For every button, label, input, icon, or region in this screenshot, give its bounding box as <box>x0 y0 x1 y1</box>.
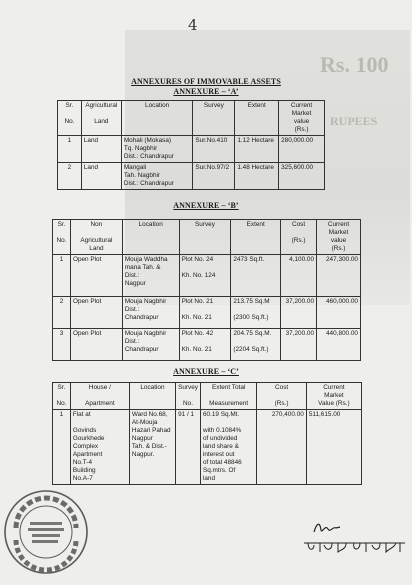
header-cost: Cost (Rs.) <box>281 220 317 255</box>
stamp-amount-watermark: Rs. 100 <box>320 52 389 77</box>
cell-survey: Sur.No.97/2 <box>193 163 235 190</box>
cell-sr: 1 <box>58 136 82 163</box>
annexure-c-heading: ANNEXURE – ‘C’ <box>173 367 239 376</box>
cell-location: Mouja Nagbhir Dist.: Chandrapur <box>122 297 179 329</box>
annexure-b-table <box>52 219 361 361</box>
signature-mark <box>312 520 342 538</box>
document-title: ANNEXURES OF IMMOVABLE ASSETS <box>131 77 281 86</box>
cell-sr: 2 <box>53 297 71 329</box>
table-row <box>58 136 325 163</box>
header-location: Location <box>121 101 193 136</box>
cell-location: Mohali (Mokasa) Tq. Nagbhir Dist.: Chandrapur <box>121 136 193 163</box>
notary-seal <box>2 488 90 576</box>
header-extent: Extent <box>231 220 281 255</box>
cell-type: Land <box>81 163 121 190</box>
cell-cost: 37,200.00 <box>281 297 317 329</box>
cell-sr: 1 <box>53 410 71 485</box>
header-current-market-value: Current Market value (Rs.) <box>317 220 361 255</box>
header-survey-no: Survey No. <box>176 383 201 410</box>
cell-value: 280,000.00 <box>279 136 325 163</box>
cell-type: Open Plot <box>70 329 122 361</box>
table-row <box>58 163 325 190</box>
cell-extent: 213.75 Sq.M (2300 Sq.ft.) <box>231 297 281 329</box>
cell-extent: 2473 Sq.ft. <box>231 255 281 297</box>
table-header-row <box>53 383 362 410</box>
cell-type: Open Plot <box>70 255 122 297</box>
stamp-word-watermark: RUPEES <box>330 114 378 128</box>
table-row <box>53 255 361 297</box>
annexure-b-heading: ANNEXURE – ‘B’ <box>173 201 239 210</box>
header-agricultural-land: Agricultural Land <box>81 101 121 136</box>
cell-sr: 1 <box>53 255 71 297</box>
annexure-a-heading: ANNEXURE – ‘A’ <box>173 87 239 96</box>
cell-value: 440,800.00 <box>317 329 361 361</box>
table-row <box>53 329 361 361</box>
header-survey: Survey <box>179 220 231 255</box>
header-sr: Sr. No. <box>53 383 71 410</box>
cell-location: Mouja Waddha mana Tah. & Dist.: Nagpur <box>122 255 179 297</box>
cell-survey: 91 / 1 <box>176 410 201 485</box>
cell-location: Mouja Nagbhir Dist.: Chandrapur <box>122 329 179 361</box>
cell-type: Land <box>81 136 121 163</box>
cell-extent: 60.19 Sq.Mt. with 0.1084% of undivided land share & interest out of total 48846 Sq.mtrs. Of land <box>200 410 256 485</box>
header-location: Location <box>129 383 175 410</box>
table-header-row <box>53 220 361 255</box>
cell-apartment: Flat at Govinds Gourkhede Complex Apartment No.T-4 Building No.A-7 <box>70 410 129 485</box>
table-header-row <box>58 101 325 136</box>
devanagari-signature <box>302 539 407 555</box>
cell-survey: Plot No. 42 Kh. No. 21 <box>179 329 231 361</box>
cell-value: 247,300.00 <box>317 255 361 297</box>
table-row <box>53 297 361 329</box>
header-house-apartment: House / Apartment <box>70 383 129 410</box>
header-extent-total-measurement: Extent Total Measurement <box>200 383 256 410</box>
header-current-market-value: Current Market value (Rs.) <box>279 101 325 136</box>
annexure-c-table <box>52 382 362 485</box>
cell-extent: 1.48 Hectare <box>235 163 279 190</box>
table-row <box>53 410 362 485</box>
header-extent: Extent <box>235 101 279 136</box>
header-location: Location <box>122 220 179 255</box>
header-cost: Cost (Rs.) <box>257 383 306 410</box>
cell-survey: Plot No. 24 Kh. No. 124 <box>179 255 231 297</box>
annexure-a-table <box>57 100 325 190</box>
cell-type: Open Plot <box>70 297 122 329</box>
page-number: 4 <box>188 16 198 34</box>
cell-value: 325,600.00 <box>279 163 325 190</box>
cell-sr: 2 <box>58 163 82 190</box>
cell-value: 511,615.00 <box>306 410 361 485</box>
header-sr: Sr. No. <box>53 220 71 255</box>
cell-survey: Plot No. 21 Kh. No. 21 <box>179 297 231 329</box>
cell-value: 460,000.00 <box>317 297 361 329</box>
cell-cost: 270,400.00 <box>257 410 306 485</box>
cell-extent: 1.12 Hectare <box>235 136 279 163</box>
header-survey: Survey <box>193 101 235 136</box>
cell-location: Mangali Tah. Nagbhir Dist.: Chandrapur <box>121 163 193 190</box>
cell-cost: 4,100.00 <box>281 255 317 297</box>
cell-survey: Sur.No.410 <box>193 136 235 163</box>
cell-extent: 204.75 Sq.M. (2204 Sq.ft.) <box>231 329 281 361</box>
header-current-market-value: Current Market Value (Rs.) <box>306 383 361 410</box>
header-sr: Sr. No. <box>58 101 82 136</box>
cell-location: Ward No.68, At-Mouja Hazari Pahad Nagpur Tah. & Dist.- Nagpur. <box>129 410 175 485</box>
header-non-agricultural-land: Non Agricultural Land <box>70 220 122 255</box>
cell-cost: 37,200.00 <box>281 329 317 361</box>
cell-sr: 3 <box>53 329 71 361</box>
